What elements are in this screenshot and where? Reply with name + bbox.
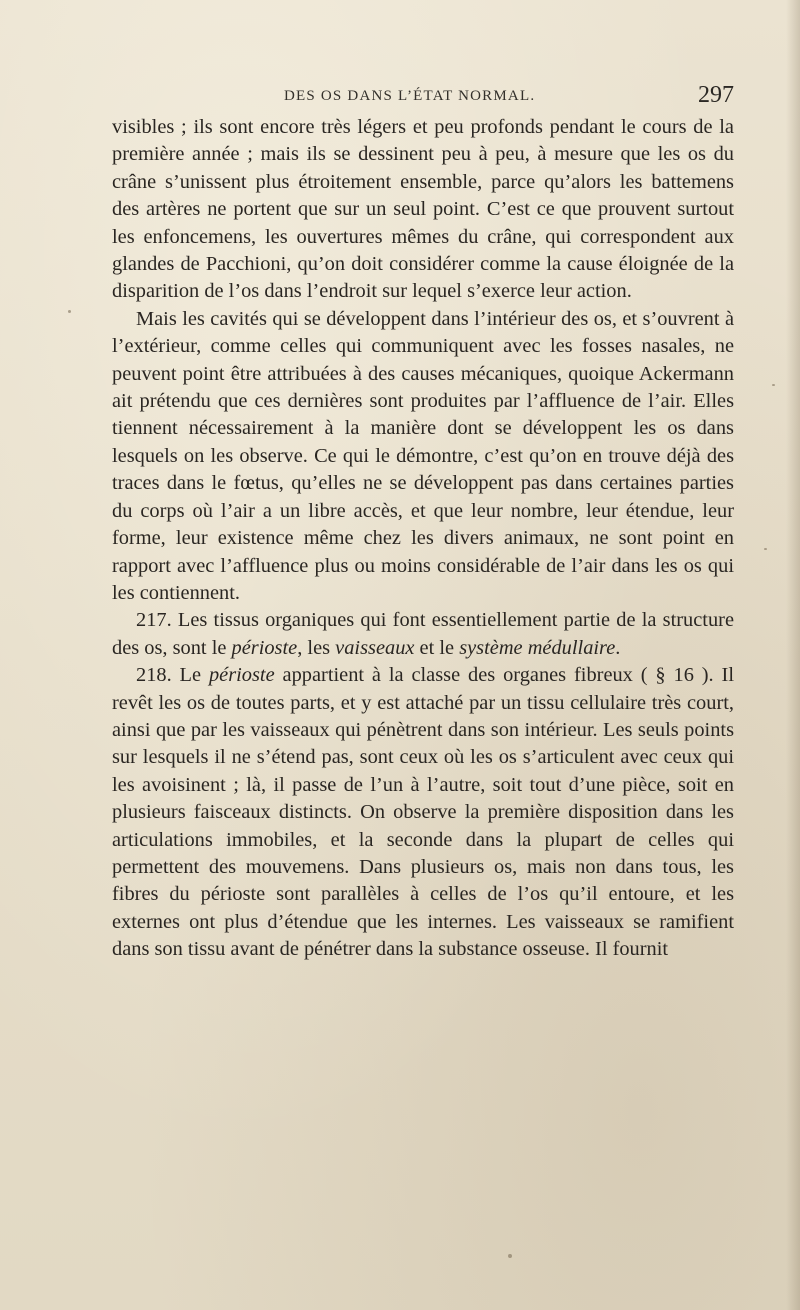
p217-text: . [615,636,621,659]
paragraph-cavities: Mais les cavités qui se développent dans l’intérieur des os, et s’ouvrent à l’extérieur, comme celles qui communiquent avec les fosses nasales, ne peuvent point être attribuées à des causes mécaniques, quoique Ackermann ait prétendu que ces dernières sont produites par l’affluence de l’air. Elles tiennent nécessairement à la manière dont se développent les os dans lesquels on les observe. Ce qui le démontre, c’est qu’on en trouve déjà des traces dans le fœtus, qu’elles ne se développent pas dans certaines parties du corps où l’air a un libre accès, et que leur nombre, leur étendue, leur forme, leur existence même chez les divers animaux, ne sont point en rapport avec l’affluence plus ou moins considérable de l’air dans les os qui les contiennent. [112,307,734,604]
running-head: DES OS DANS L’ÉTAT NORMAL. [284,88,536,104]
p217-text: et le [414,636,460,659]
page-header [112,84,734,114]
paper-speck [68,310,71,313]
paper-speck [772,384,775,386]
body-text [112,114,734,964]
paragraph-218 [112,662,734,963]
p218-text: appartient à la classe des organes fibreux ( § 16 ). Il revêt les os de toutes parts, et y est attaché par un tissu cellulaire très court, ainsi que par les vaisseaux qui pénètrent dans son intérieur. Les seuls points sur lesquels il ne s’étend pas, sont ceux où les os s’articulent avec ceux qui les avoisinent ; là, il passe de l’un à l’autre, soit tout d’une pièce, soit en plusieurs faisceaux distincts. On observe la première disposition dans les articulations immobiles, et la seconde dans la plupart de celles qui permettent des mouvemens. Dans plusieurs os, mais non dans tous, les fibres du périoste sont parallèles à celles de l’os qu’il entoure, et les externes ont plus d’étendue que les internes. Les vaisseaux se ramifient dans son tissu avant de pénétrer dans la substance osseuse. Il fournit [112,664,734,961]
p217-text: , les [297,636,336,659]
paper-speck [764,548,767,550]
term-perioste: périoste [231,636,298,659]
p218-text: 218. Le [136,664,209,687]
page-edge-shadow [786,0,800,1310]
paragraph-continuation: visibles ; ils sont encore très légers et peu profonds pendant le cours de la première année ; mais ils se dessinent peu à peu, à mesure que les os du crâne s’unissent plus étroitement ensemble, parce qu’alors les battemens des artères ne portent que sur un seul point. C’est ce que prouvent surtout les enfoncemens, les ouvertures mêmes du crâne, qui correspondent aux glandes de Pacchioni, qu’on doit considérer comme la cause éloignée de la disparition de l’os dans l’endroit sur lequel s’exerce leur action. [112,116,734,303]
p217-text: 217. Les tissus organiques qui font essentiellement partie de la structure des os, sont le [112,609,734,659]
paper-speck [508,1254,512,1258]
term-vaisseaux: vaisseaux [335,636,415,659]
paragraph-217 [112,607,734,662]
term-perioste: périoste [208,664,275,687]
term-systeme-medullaire: système médullaire [459,636,616,659]
page-number: 297 [698,82,734,108]
